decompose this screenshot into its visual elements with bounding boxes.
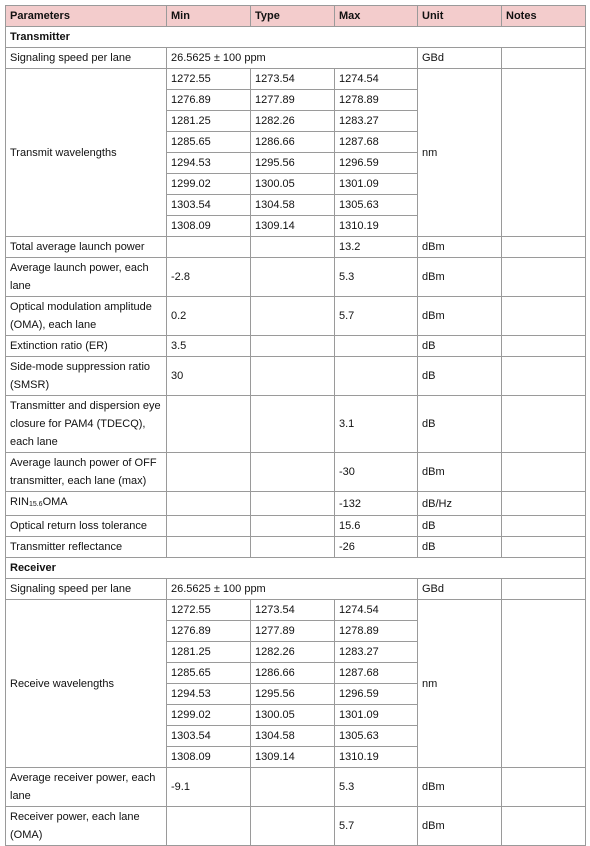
max-cell: 1296.59 [335,684,418,705]
unit-cell: dBm [418,807,502,846]
min-cell [167,516,251,537]
section-title: Receiver [6,558,586,579]
type-cell: 1282.26 [251,642,335,663]
unit-cell: nm [418,600,502,768]
table-row [6,258,586,297]
max-cell: 1283.27 [335,642,418,663]
type-cell [251,768,335,807]
type-cell: 1277.89 [251,90,335,111]
type-cell [251,807,335,846]
type-cell [251,516,335,537]
unit-cell: dBm [418,258,502,297]
notes-cell [502,453,586,492]
unit-cell: dBm [418,768,502,807]
table-row [6,336,586,357]
max-cell: -26 [335,537,418,558]
min-cell: 1276.89 [167,621,251,642]
max-cell: 1283.27 [335,111,418,132]
unit-cell: dB/Hz [418,492,502,516]
type-cell [251,492,335,516]
type-cell: 1273.54 [251,600,335,621]
max-cell: 1296.59 [335,153,418,174]
param-cell: Average launch power of OFF transmitter, each lane (max) [6,453,167,492]
param-cell: Signaling speed per lane [6,48,167,69]
min-cell: -2.8 [167,258,251,297]
min-cell: 1303.54 [167,195,251,216]
unit-cell: dB [418,336,502,357]
notes-cell [502,579,586,600]
max-cell: 1301.09 [335,705,418,726]
wavelength-row [6,600,586,621]
type-cell [251,537,335,558]
min-cell: 3.5 [167,336,251,357]
param-cell: Side-mode suppression ratio (SMSR) [6,357,167,396]
col-header-parameters: Parameters [6,6,167,27]
table-row [6,48,586,69]
unit-cell: dBm [418,237,502,258]
section-row-receiver [6,558,586,579]
type-cell: 1300.05 [251,705,335,726]
col-header-unit: Unit [418,6,502,27]
param-cell: Average launch power, each lane [6,258,167,297]
max-cell: 13.2 [335,237,418,258]
table-row [6,237,586,258]
max-cell: 1305.63 [335,195,418,216]
unit-cell: dBm [418,453,502,492]
min-cell: 1272.55 [167,69,251,90]
max-cell: 1310.19 [335,216,418,237]
type-cell: 1304.58 [251,195,335,216]
min-cell [167,396,251,453]
max-cell: 1287.68 [335,663,418,684]
value-cell: 26.5625 ± 100 ppm [167,48,418,69]
min-cell: 1308.09 [167,747,251,768]
param-cell: Average receiver power, each lane [6,768,167,807]
type-cell [251,237,335,258]
table-row [6,297,586,336]
unit-cell: dB [418,516,502,537]
min-cell: 1272.55 [167,600,251,621]
min-cell: 1285.65 [167,663,251,684]
max-cell: 1278.89 [335,621,418,642]
table-row [6,768,586,807]
wavelength-row [6,69,586,90]
notes-cell [502,768,586,807]
min-cell [167,492,251,516]
rin-suffix: OMA [42,496,68,508]
notes-cell [502,537,586,558]
notes-cell [502,297,586,336]
param-cell: Transmit wavelengths [6,69,167,237]
type-cell: 1286.66 [251,663,335,684]
table-row [6,537,586,558]
type-cell [251,357,335,396]
spec-table [5,5,586,846]
min-cell: 1281.25 [167,111,251,132]
notes-cell [502,396,586,453]
type-cell: 1295.56 [251,153,335,174]
rin-subscript: 15.6 [28,501,43,508]
type-cell [251,453,335,492]
unit-cell: nm [418,69,502,237]
type-cell [251,336,335,357]
col-header-type: Type [251,6,335,27]
max-cell: 1310.19 [335,747,418,768]
section-title: Transmitter [6,27,586,48]
notes-cell [502,336,586,357]
type-cell: 1282.26 [251,111,335,132]
notes-cell [502,807,586,846]
param-cell: Extinction ratio (ER) [6,336,167,357]
max-cell: 5.3 [335,258,418,297]
type-cell: 1273.54 [251,69,335,90]
max-cell: 15.6 [335,516,418,537]
min-cell: 1294.53 [167,153,251,174]
param-cell: Total average launch power [6,237,167,258]
param-cell: Receiver power, each lane (OMA) [6,807,167,846]
table-row [6,396,586,453]
param-cell: Optical return loss tolerance [6,516,167,537]
table-row [6,516,586,537]
type-cell: 1295.56 [251,684,335,705]
max-cell: 3.1 [335,396,418,453]
type-cell: 1304.58 [251,726,335,747]
unit-cell: dB [418,357,502,396]
type-cell: 1309.14 [251,216,335,237]
min-cell [167,237,251,258]
min-cell: 30 [167,357,251,396]
notes-cell [502,516,586,537]
notes-cell [502,258,586,297]
max-cell: 1305.63 [335,726,418,747]
table-body [6,27,586,846]
min-cell: 1281.25 [167,642,251,663]
param-cell: Transmitter reflectance [6,537,167,558]
type-cell: 1309.14 [251,747,335,768]
param-cell: Optical modulation amplitude (OMA), each lane [6,297,167,336]
min-cell: -9.1 [167,768,251,807]
min-cell: 1276.89 [167,90,251,111]
max-cell: -30 [335,453,418,492]
param-cell: Signaling speed per lane [6,579,167,600]
max-cell: 1301.09 [335,174,418,195]
unit-cell: dB [418,537,502,558]
notes-cell [502,600,586,768]
min-cell: 1285.65 [167,132,251,153]
max-cell: 1287.68 [335,132,418,153]
param-cell: Transmitter and dispersion eye closure for PAM4 (TDECQ), each lane [6,396,167,453]
table-row [6,453,586,492]
param-cell: Receive wavelengths [6,600,167,768]
col-header-notes: Notes [502,6,586,27]
rin-prefix: RIN [10,496,29,508]
type-cell [251,258,335,297]
max-cell: 1278.89 [335,90,418,111]
min-cell [167,453,251,492]
table-row [6,807,586,846]
value-cell: 26.5625 ± 100 ppm [167,579,418,600]
unit-cell: dBm [418,297,502,336]
notes-cell [502,69,586,237]
max-cell: 5.3 [335,768,418,807]
max-cell: -132 [335,492,418,516]
min-cell [167,537,251,558]
type-cell [251,297,335,336]
notes-cell [502,357,586,396]
min-cell [167,807,251,846]
header-row [6,6,586,27]
table-row-rin [6,492,586,516]
max-cell: 1274.54 [335,600,418,621]
param-cell [6,492,167,516]
max-cell: 1274.54 [335,69,418,90]
type-cell [251,396,335,453]
max-cell: 5.7 [335,297,418,336]
max-cell [335,357,418,396]
min-cell: 0.2 [167,297,251,336]
col-header-min: Min [167,6,251,27]
min-cell: 1294.53 [167,684,251,705]
section-row-transmitter [6,27,586,48]
min-cell: 1308.09 [167,216,251,237]
type-cell: 1277.89 [251,621,335,642]
unit-cell: dB [418,396,502,453]
notes-cell [502,492,586,516]
max-cell: 5.7 [335,807,418,846]
notes-cell [502,48,586,69]
table-row [6,579,586,600]
min-cell: 1299.02 [167,174,251,195]
min-cell: 1303.54 [167,726,251,747]
unit-cell: GBd [418,48,502,69]
col-header-max: Max [335,6,418,27]
min-cell: 1299.02 [167,705,251,726]
notes-cell [502,237,586,258]
max-cell [335,336,418,357]
type-cell: 1300.05 [251,174,335,195]
unit-cell: GBd [418,579,502,600]
table-row [6,357,586,396]
type-cell: 1286.66 [251,132,335,153]
